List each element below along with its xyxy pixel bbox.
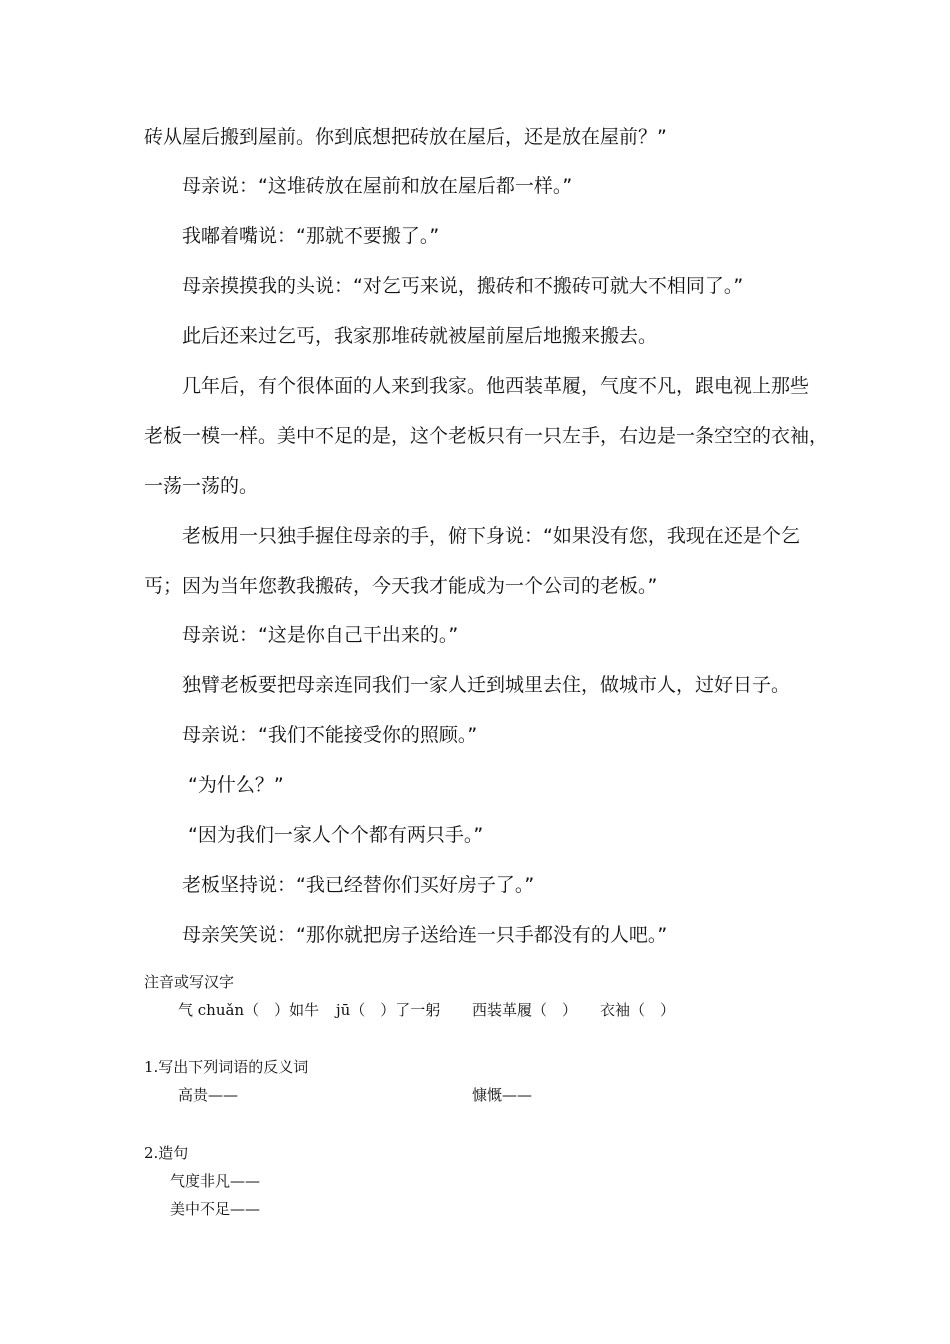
story-line: 丐；因为当年您教我搬砖，今天我才能成为一个公司的老板。” xyxy=(144,575,658,597)
story-line: 几年后，有个很体面的人来到我家。他西装革履，气度不凡，跟电视上那些 xyxy=(182,375,810,397)
story-line: 砖从屋后搬到屋前。你到底想把砖放在屋后，还是放在屋前？” xyxy=(144,126,667,148)
exercise-title-pinyin: 注音或写汉字 xyxy=(144,973,235,991)
pinyin-item: jū（ ）了一躬 xyxy=(336,1001,441,1019)
story-line: “因为我们一家人个个都有两只手。” xyxy=(188,824,484,846)
story-line: 独臂老板要把母亲连同我们一家人迁到城里去住，做城市人，过好日子。 xyxy=(182,674,791,696)
story-line: 母亲说：“我们不能接受你的照顾。” xyxy=(182,724,478,746)
story-line: 老板一模一样。美中不足的是，这个老板只有一只左手，右边是一条空空的衣袖， xyxy=(144,425,829,447)
story-line: 母亲说：“这堆砖放在屋前和放在屋后都一样。” xyxy=(182,175,573,197)
story-line: “为什么？” xyxy=(188,774,284,796)
story-line: 我嘟着嘴说：“那就不要搬了。” xyxy=(182,225,440,247)
story-line: 母亲说：“这是你自己干出来的。” xyxy=(182,624,459,646)
exercise-title-antonyms: 1.写出下列词语的反义词 xyxy=(144,1058,309,1076)
story-line: 老板用一只独手握住母亲的手，俯下身说：“如果没有您，我现在还是个乞 xyxy=(182,525,800,547)
antonym-item: 慷慨—— xyxy=(472,1086,533,1104)
antonym-item: 高贵—— xyxy=(178,1086,239,1104)
exercise-title-sentences: 2.造句 xyxy=(144,1144,189,1162)
story-line: 老板坚持说：“我已经替你们买好房子了。” xyxy=(182,874,535,896)
sentence-item: 美中不足—— xyxy=(170,1200,261,1218)
story-line: 一荡一荡的。 xyxy=(144,475,259,497)
story-line: 母亲摸摸我的头说：“对乞丐来说，搬砖和不搬砖可就大不相同了。” xyxy=(182,275,744,297)
story-line: 此后还来过乞丐，我家那堆砖就被屋前屋后地搬来搬去。 xyxy=(182,325,658,347)
pinyin-item: 衣袖（ ） xyxy=(600,1001,676,1019)
story-line: 母亲笑笑说：“那你就把房子送给连一只手都没有的人吧。” xyxy=(182,924,668,946)
sentence-item: 气度非凡—— xyxy=(170,1172,261,1190)
pinyin-item: 西装革履（ ） xyxy=(472,1001,578,1019)
pinyin-item: 气 chuǎn（ ）如牛 xyxy=(178,1001,320,1019)
